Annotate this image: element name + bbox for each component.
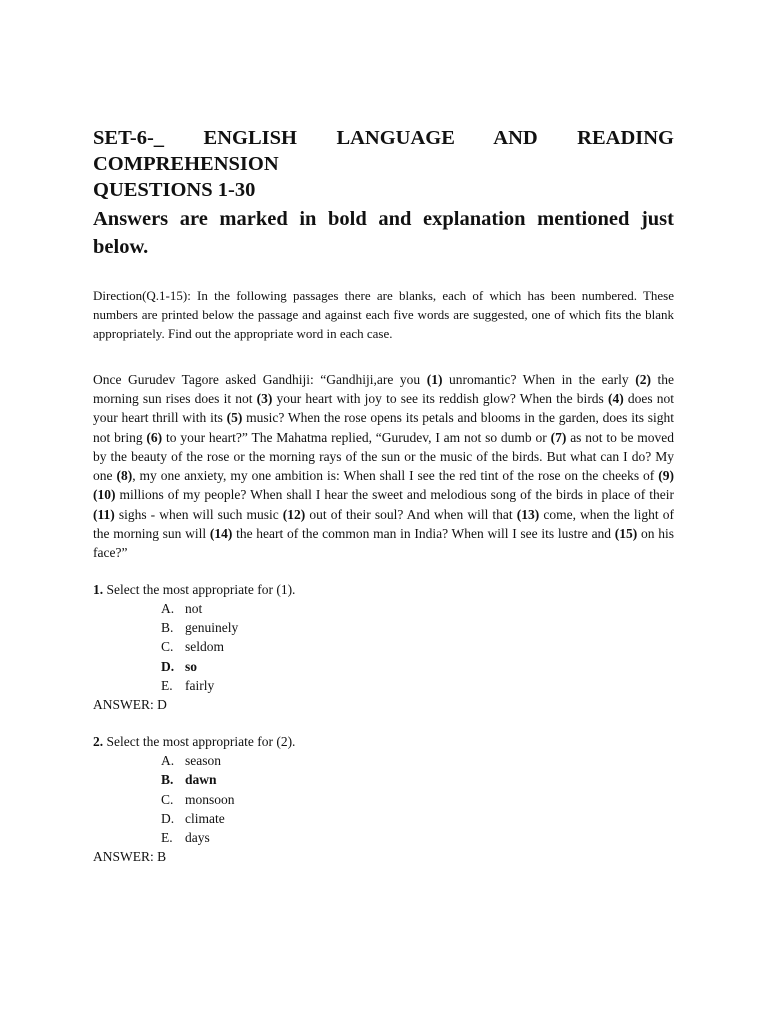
passage-segment: millions of my people? When shall I hear the sweet and melodious song of the birds in place of their: [115, 487, 674, 503]
passage-segment: , my one anxiety, my one ambition is: When shall I see the red tint of the rose on the cheeks of: [132, 468, 659, 484]
blank-number: (7): [550, 429, 567, 445]
blank-number: (15): [614, 525, 638, 541]
option-item: [161, 599, 674, 618]
question-number: 2.: [93, 733, 104, 749]
answer-line: ANSWER: B: [93, 849, 167, 865]
passage-segment: Once Gurudev Tagore asked Gandhiji: “Gandhiji,are you: [93, 371, 427, 387]
passage-segment: come, when the light of the morning sun will: [93, 506, 674, 541]
question-stem: [93, 580, 674, 599]
blank-number: (11): [93, 506, 115, 522]
option-text: fairly: [185, 678, 215, 694]
option-letter: C.: [161, 639, 174, 655]
option-letter: E.: [161, 830, 173, 846]
title-line-2: COMPREHENSION: [93, 153, 279, 175]
passage-segment: the morning sun rises does it not: [93, 371, 674, 406]
option-letter: E.: [161, 678, 173, 694]
answer-line: ANSWER: D: [93, 697, 167, 713]
passage-segment: out of their soul? And when will that: [305, 506, 517, 522]
blank-number: (12): [282, 506, 306, 522]
passage-segment: as not to be moved by the beauty of the rose or the morning rays of the sun or the music of the birds. But what can I do? My one: [93, 429, 675, 484]
blank-number: (3): [256, 390, 273, 406]
direction-text: Direction(Q.1-15): In the following passages there are blanks, each of which has been numbered. These numbers are printed below the passage and against each five words are suggested, one of which fits the blank appropriately. Find out the appropriate word in each case.: [93, 288, 674, 342]
option-item-correct: [161, 657, 674, 676]
option-letter: D.: [161, 658, 175, 674]
question-block: [93, 580, 674, 715]
passage-segment: does not your heart thrill with its: [93, 390, 675, 426]
option-item: [161, 637, 674, 656]
option-item-correct: [161, 770, 674, 789]
passage-segment: on his face?”: [93, 525, 674, 561]
option-text: so: [185, 658, 198, 674]
blank-number: (9) (10): [93, 468, 674, 503]
option-text: days: [185, 830, 210, 846]
document-page: [93, 125, 674, 867]
question-block: [93, 732, 674, 867]
question-stem: [93, 732, 674, 751]
passage-segment: the heart of the common man in India? When will I see its lustre and: [232, 525, 615, 541]
title-line-3: QUESTIONS 1-30: [93, 179, 256, 201]
options-list: [93, 751, 674, 847]
blank-number: (2): [635, 371, 651, 387]
passage-segment: sighs - when will such music: [114, 506, 283, 522]
options-list: [93, 599, 674, 695]
blank-number: (4): [607, 390, 624, 406]
blank-number: (13): [516, 506, 540, 522]
option-text: climate: [185, 810, 225, 826]
option-item: [161, 751, 674, 770]
option-text: dawn: [185, 772, 217, 788]
option-letter: A.: [161, 752, 175, 768]
option-item: [161, 828, 674, 847]
option-text: seldom: [185, 639, 224, 655]
document-title: [93, 125, 674, 203]
option-letter: A.: [161, 600, 175, 616]
option-letter: B.: [161, 772, 174, 788]
passage-text: [93, 370, 674, 563]
option-text: not: [185, 600, 203, 616]
blank-number: (8): [116, 468, 133, 484]
title-line-1: SET-6-_ ENGLISH LANGUAGE AND READING: [93, 127, 674, 149]
blank-number: (14): [209, 525, 233, 541]
option-item: [161, 618, 674, 637]
option-item: [161, 676, 674, 695]
questions-list: [93, 580, 674, 867]
option-item: [161, 790, 674, 809]
option-item: [161, 809, 674, 828]
option-text: genuinely: [185, 620, 239, 636]
option-letter: B.: [161, 620, 174, 636]
question-text: Select the most appropriate for (2).: [103, 733, 296, 749]
passage-segment: to your heart?” The Mahatma replied, “Gurudev, I am not so dumb or: [162, 429, 551, 445]
document-subtitle: Answers are marked in bold and explanation mentioned just below.: [93, 208, 674, 258]
option-letter: D.: [161, 810, 175, 826]
blank-number: (5): [226, 410, 243, 426]
passage-segment: unromantic? When in the early: [442, 371, 636, 387]
option-letter: C.: [161, 791, 174, 807]
option-text: season: [185, 752, 221, 768]
option-text: monsoon: [185, 791, 235, 807]
passage-segment: your heart with joy to see its reddish glow? When the birds: [272, 390, 608, 406]
question-text: Select the most appropriate for (1).: [103, 581, 296, 597]
question-number: 1.: [93, 581, 104, 597]
blank-number: (6): [146, 429, 163, 445]
passage-segment: music? When the rose opens its petals and blooms in the garden, does its sight not bring: [93, 410, 674, 445]
blank-number: (1): [426, 371, 443, 387]
